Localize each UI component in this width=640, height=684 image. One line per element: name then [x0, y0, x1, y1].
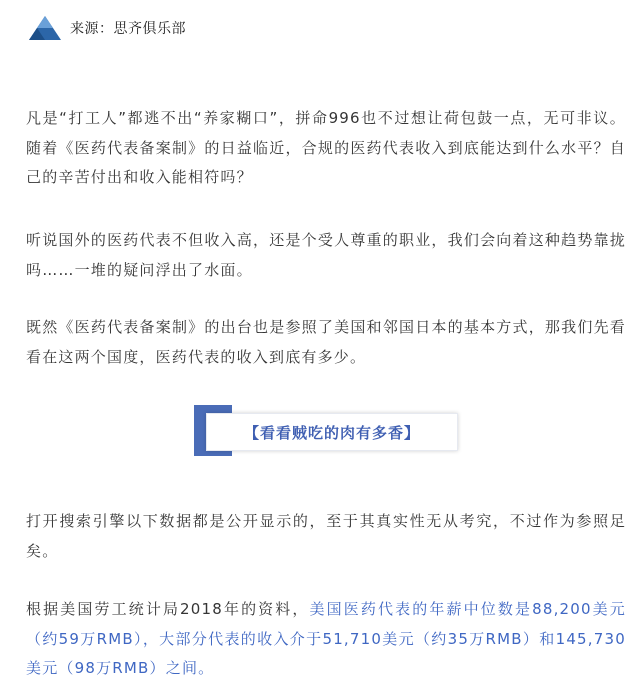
source-header	[28, 10, 186, 46]
section-heading-card	[206, 413, 458, 451]
section-title: 【看看贼吃的肉有多香】	[243, 423, 420, 442]
salary-highlight-text: 美国医药代表的年薪中位数是88,200美元（约59万RMB），大部分代表的收入介于51,710美元（约35万RMB）和145,730美元（98万RMB）之间。	[26, 600, 626, 677]
paragraph-intro: 凡是“打工人”都逃不出“养家糊口”，拼命996也不过想让荷包鼓一点，无可非议。随着《医药代表备案制》的日益临近，合规的医药代表收入到底能达到什么水平？自己的辛苦付出和收入能相符吗？	[26, 109, 626, 186]
paragraph-search-note: 打开搜索引擎以下数据都是公开显示的，至于其真实性无从考究，不过作为参照足矣。	[26, 512, 626, 560]
source-label: 来源：思齐俱乐部	[70, 21, 186, 37]
paragraph-question: 听说国外的医药代表不但收入高，还是个受人尊重的职业，我们会向着这种趋势靠拢吗……一堆的疑问浮出了水面。	[26, 231, 626, 279]
section-heading-box	[194, 405, 458, 456]
salary-lead-text: 根据美国劳工统计局2018年的资料，	[26, 600, 310, 618]
paragraph-us-salary	[26, 595, 626, 684]
blue-triangle-logo-icon	[28, 15, 62, 41]
paragraph-context: 既然《医药代表备案制》的出台也是参照了美国和邻国日本的基本方式，那我们先看看在这两个国度，医药代表的收入到底有多少。	[26, 318, 626, 366]
